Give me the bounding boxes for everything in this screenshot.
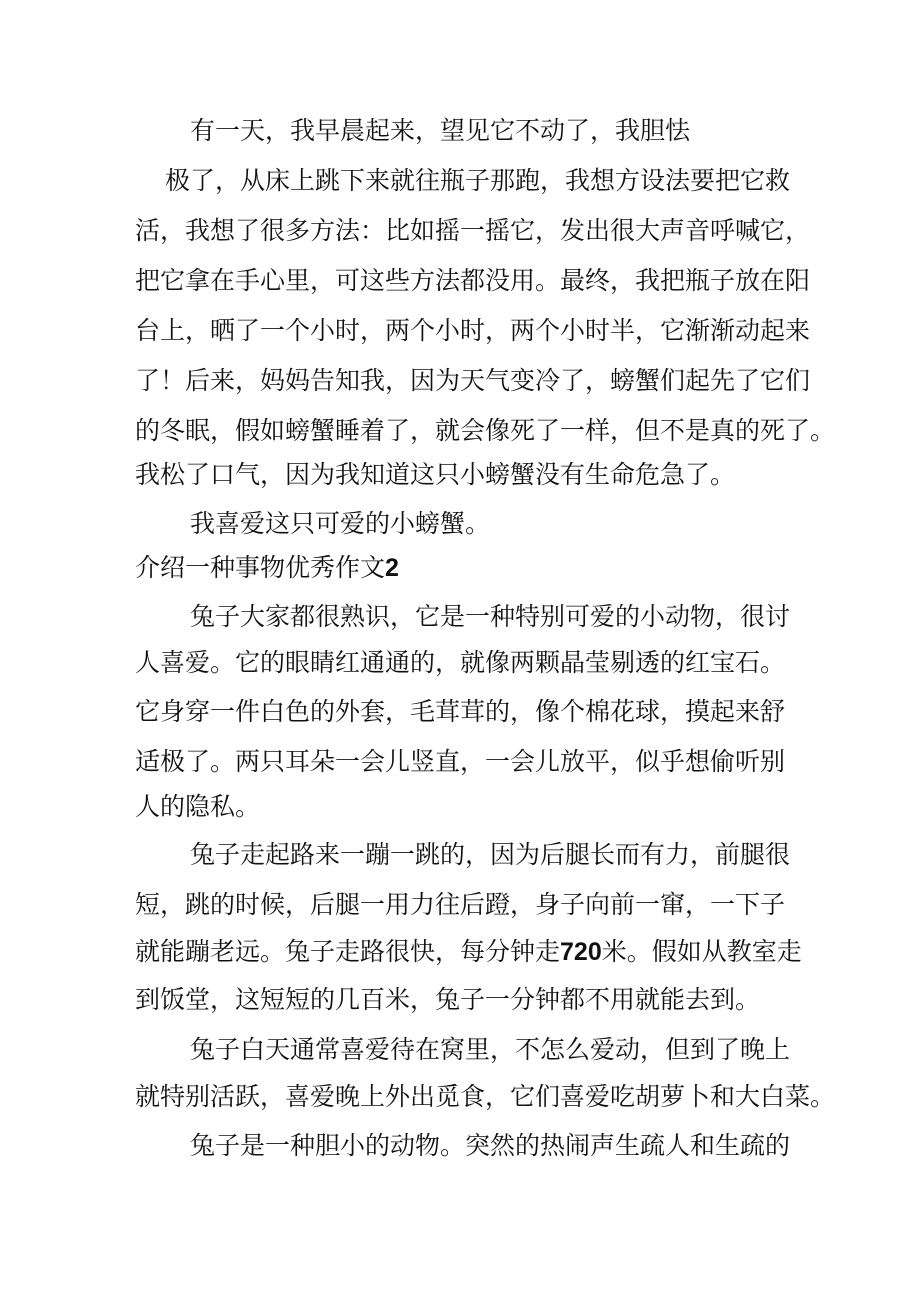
paragraph-line: 兔子大家都很熟识，它是一种特别可爱的小动物，很讨 <box>190 602 791 631</box>
paragraph-line: 极了，从床上跳下来就往瓶子那跑，我想方设法要把它救 <box>165 166 791 195</box>
paragraph-line: 到饭堂，这短短的几百米，兔子一分钟都不用就能去到。 <box>135 985 761 1014</box>
paragraph-line: 的冬眠，假如螃蟹睡着了，就会像死了一样，但不是真的死了。 <box>135 416 836 445</box>
speed-value: 720 <box>560 938 602 966</box>
paragraph-line: 短，跳的时候，后腿一用力往后蹬，身子向前一窜，一下子 <box>135 890 786 919</box>
section-heading <box>135 551 399 585</box>
paragraph-line <box>135 935 802 969</box>
paragraph-line: 它身穿一件白色的外套，毛茸茸的，像个棉花球，摸起来舒 <box>135 697 786 726</box>
paragraph-line: 活，我想了很多方法：比如摇一摇它，发出很大声音呼喊它， <box>135 216 811 245</box>
speed-line-after: 米。假如从教室走 <box>601 937 802 966</box>
paragraph-line: 兔子白天通常喜爱待在窝里，不怎么爱动，但到了晚上 <box>190 1035 791 1064</box>
paragraph-line: 有一天，我早晨起来，望见它不动了，我胆怯 <box>190 116 691 145</box>
paragraph-line: 就特别活跃，喜爱晚上外出觅食，它们喜爱吃胡萝卜和大白菜。 <box>135 1082 836 1111</box>
paragraph-line: 把它拿在手心里，可这些方法都没用。最终，我把瓶子放在阳 <box>135 266 811 295</box>
paragraph-line: 适极了。两只耳朵一会儿竖直，一会儿放平，似乎想偷听别 <box>135 747 786 776</box>
paragraph-line: 台上，晒了一个小时，两个小时，两个小时半，它渐渐动起来 <box>135 316 811 345</box>
speed-line-before: 就能蹦老远。兔子走路很快，每分钟走 <box>135 937 561 966</box>
paragraph-line: 我松了口气，因为我知道这只小螃蟹没有生命危急了。 <box>135 460 736 489</box>
paragraph-line: 兔子走起路来一蹦一跳的，因为后腿长而有力，前腿很 <box>190 840 791 869</box>
paragraph-line: 兔子是一种胆小的动物。突然的热闹声生疏人和生疏的 <box>190 1131 791 1160</box>
paragraph-line: 人喜爱。它的眼睛红通通的，就像两颗晶莹剔透的红宝石。 <box>135 648 786 677</box>
paragraph-line: 人的隐私。 <box>135 792 261 821</box>
paragraph-line: 我喜爱这只可爱的小螃蟹。 <box>190 509 491 538</box>
section-heading-number: 2 <box>385 554 399 582</box>
paragraph-line: 了！后来，妈妈告知我，因为天气变冷了，螃蟹们起先了它们 <box>135 366 811 395</box>
section-heading-text: 介绍一种事物优秀作文 <box>135 553 386 582</box>
